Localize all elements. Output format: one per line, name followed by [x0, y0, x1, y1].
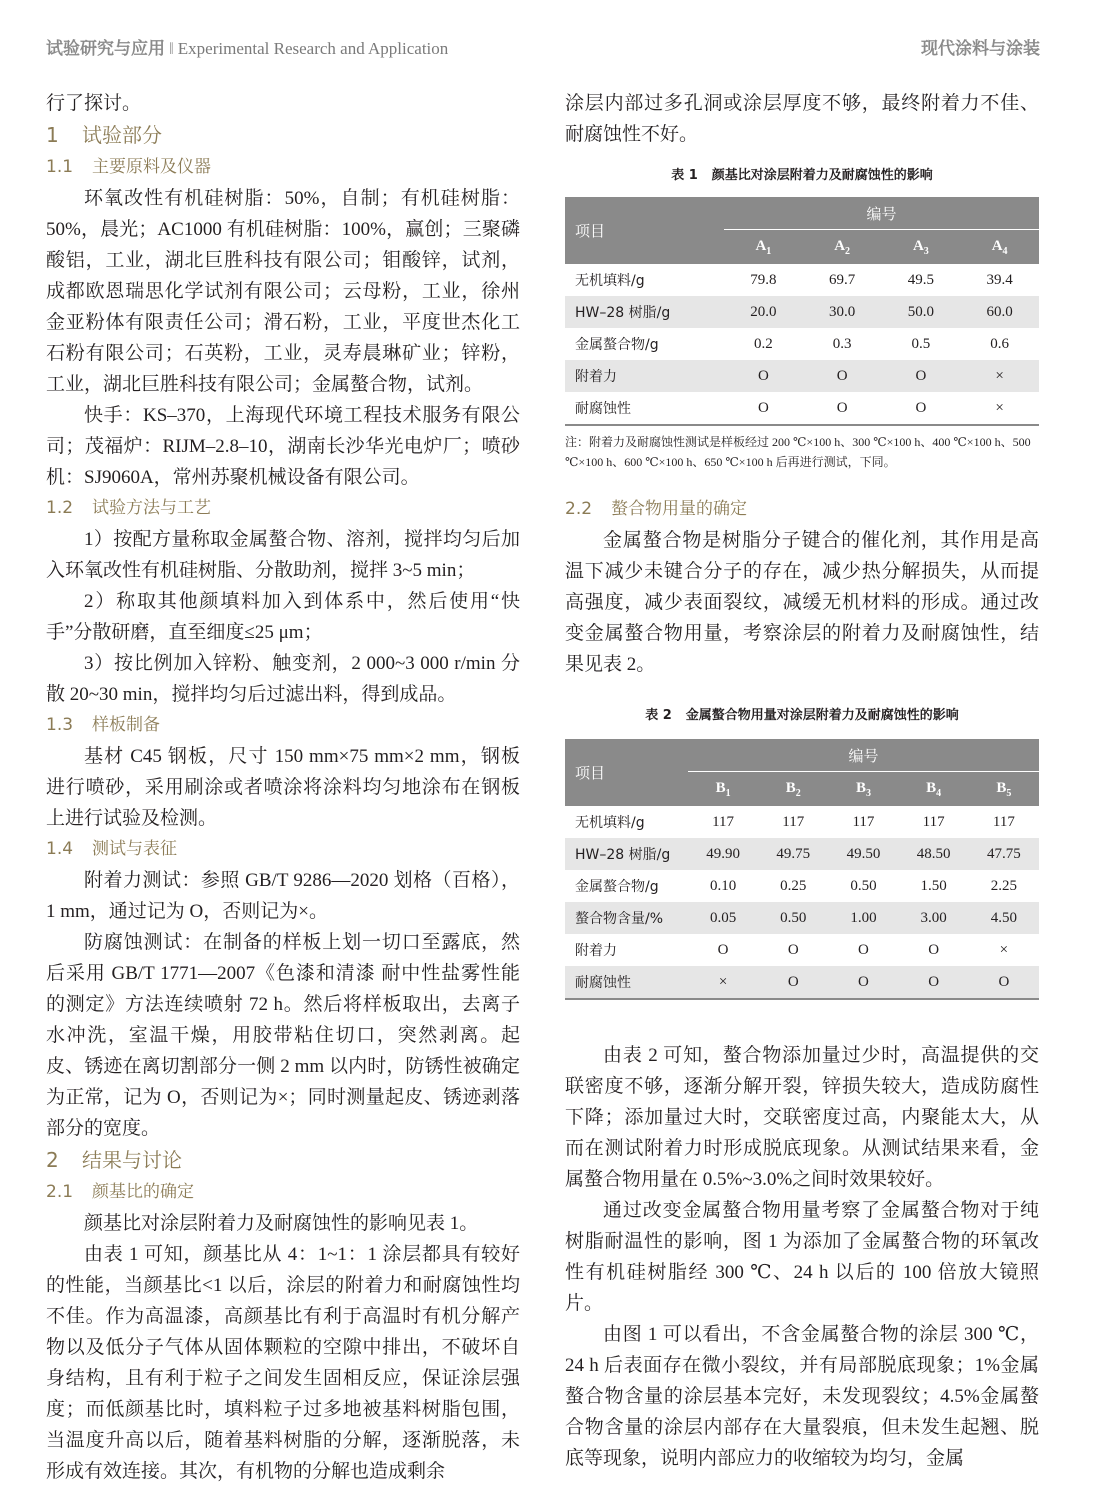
table-cell: 4.50: [969, 902, 1039, 934]
column-header: $B_3$: [828, 772, 898, 807]
row-label: 附着力: [565, 360, 724, 392]
header-journal-name: 现代涂料与涂装: [921, 39, 1040, 59]
table-cell: O: [787, 941, 799, 958]
row-label: HW–28 树脂/g: [565, 296, 724, 328]
section-heading-2-1: 2.1 颜基比的确定: [46, 1182, 194, 1202]
row-label: 金属螯合物/g: [575, 879, 659, 895]
right-column: [565, 88, 1039, 1474]
table-row: [565, 806, 1039, 838]
section-heading-1-4: 1.4 测试与表征: [46, 839, 177, 859]
column-header: $B_5$: [969, 772, 1039, 807]
paragraph-step-1: 1）按配方量称取金属螯合物、溶剂，搅拌均匀后加入环氧改性有机硅树脂、分散助剂，搅拌 3~5 min；: [46, 529, 520, 581]
table-cell: 79.8: [750, 271, 777, 288]
paragraph: 涂层内部过多孔洞或涂层厚度不够，最终附着力不佳、耐腐蚀性不好。: [565, 93, 1039, 145]
table-2-caption: 表 2 金属螯合物用量对涂层附着力及耐腐蚀性的影响: [645, 708, 959, 723]
section-heading-1: 1 试验部分: [46, 123, 162, 147]
header-left: [46, 34, 448, 59]
section-heading-1-2: 1.2 试验方法与工艺: [46, 498, 211, 518]
row-label: 附着力: [575, 943, 617, 959]
section-heading-2: 2 结果与讨论: [46, 1148, 182, 1172]
paragraph: 行了探讨。: [46, 93, 142, 114]
table-cell: 0.05: [688, 902, 758, 934]
table-cell: 49.5: [907, 271, 934, 288]
table-cell: O: [828, 966, 898, 999]
header-section-title: 试验研究与应用: [46, 39, 165, 59]
paragraph: 金属螯合物是树脂分子键合的催化剂，其作用是高温下减少未键合分子的存在，减少热分解损失，从而提高强度，减少表面裂纹，减缓无机材料的形成。通过改变金属螯合物用量，考察涂层的附着力及耐腐蚀性，结果见表 2。: [565, 530, 1039, 675]
table-cell: 117: [922, 813, 945, 830]
table-cell: 0.3: [832, 335, 852, 352]
paragraph: 由表 2 可知，螯合物添加量过少时，高温提供的交联密度不够，逐渐分解开裂，锌损失较大，造成防腐性下降；添加量过大时，交联密度过高，内聚能太大，从而在测试附着力时形成脱底现象。从测试结果来看，金属螯合物用量在 0.5%~3.0%之间时效果较好。: [565, 1045, 1039, 1190]
table-row: [565, 870, 1039, 902]
table-cell: ×: [960, 392, 1039, 425]
table-cell: 1.50: [920, 877, 947, 894]
row-label: 无机填料/g: [575, 815, 645, 831]
column-header: $A_1$: [724, 230, 803, 265]
table-cell: O: [969, 966, 1039, 999]
paragraph: 通过改变金属螯合物用量考察了金属螯合物对于纯树脂耐温性的影响，图 1 为添加了金属螯合物的环氧改性有机硅树脂经 300 ℃、24 h 以后的 100 倍放大镜照片。: [565, 1200, 1039, 1314]
row-label: 金属螯合物/g: [575, 337, 659, 353]
table-cell: ×: [999, 941, 1009, 958]
table-cell: O: [724, 392, 803, 425]
table-cell: O: [882, 360, 961, 392]
column-header: $A_3$: [882, 230, 961, 265]
running-header: [46, 34, 1040, 60]
table-cell: O: [803, 392, 882, 425]
table-2: [565, 739, 1039, 1000]
table-row: [565, 934, 1039, 966]
table-cell: O: [758, 966, 828, 999]
table-cell: 0.5: [911, 335, 931, 352]
table-row: [565, 360, 1039, 392]
paragraph: 颜基比对涂层附着力及耐腐蚀性的影响见表 1。: [84, 1213, 479, 1234]
table-cell: 117: [712, 813, 735, 830]
table-cell: 117: [782, 813, 805, 830]
table-1-note: 注：附着力及耐腐蚀性测试是样板经过 200 ℃×100 h、300 ℃×100 h、400 ℃×100 h、500 ℃×100 h、600 ℃×100 h、650 ℃×100 h 后再进行测试，下同。: [565, 435, 1031, 469]
table-cell: 2.25: [990, 877, 1017, 894]
column-header: $B_4$: [899, 772, 969, 807]
table-row: [565, 392, 1039, 425]
table-cell: O: [899, 966, 969, 999]
table-2-item-header: 项目: [565, 739, 688, 806]
table-cell: 49.75: [758, 838, 828, 870]
paragraph-instruments: 快手：KS–370，上海现代环境工程技术服务有限公司；茂福炉：RIJM–2.8–10，湖南长沙华光电炉厂；喷砂机：SJ9060A，常州苏聚机械设备有限公司。: [46, 405, 520, 488]
column-header: $A_4$: [960, 230, 1039, 265]
column-header: $A_2$: [803, 230, 882, 265]
paragraph: 由表 1 可知，颜基比从 4：1~1：1 涂层都具有较好的性能，当颜基比<1 以后，涂层的附着力和耐腐蚀性均不佳。作为高温漆，高颜基比有利于高温时有机分解产物以及低分子气体从固体颗粒的空隙中排出，不破坏自身结构，且有利于粒子之间发生固相反应，保证涂层强度；而低颜基比时，填料粒子过多地被基料树脂包围，当温度升高以后，随着基料树脂的分解，逐渐脱落，未形成有效连接。其次，有机物的分解也造成剩余: [46, 1244, 520, 1482]
header-section-title-en: Experimental Research and Application: [177, 39, 449, 58]
row-label: HW–28 树脂/g: [565, 838, 688, 870]
row-label: 耐腐蚀性: [565, 392, 724, 425]
table-cell: 0.10: [709, 877, 737, 894]
table-cell: 20.0: [724, 296, 803, 328]
section-heading-1-3: 1.3 样板制备: [46, 715, 160, 735]
table-cell: 3.00: [899, 902, 969, 934]
table-cell: O: [858, 941, 869, 958]
column-header: $B_2$: [758, 772, 828, 807]
table-cell: O: [803, 360, 882, 392]
table-cell: 50.0: [882, 296, 961, 328]
section-heading-2-2: 2.2 螯合物用量的确定: [565, 499, 747, 519]
table-1-group-header: 编号: [724, 197, 1039, 230]
table-cell: 69.7: [829, 271, 856, 288]
row-label: 无机填料/g: [575, 273, 645, 289]
table-cell: 48.50: [899, 838, 969, 870]
row-label: 螯合物含量/%: [565, 902, 688, 934]
table-row: [565, 902, 1039, 934]
paragraph-adhesion-test: 附着力测试：参照 GB/T 9286—2020 划格（百格），1 mm，通过记为 O，否则记为×。: [46, 870, 520, 922]
table-cell: 60.0: [960, 296, 1039, 328]
table-cell: 39.4: [986, 271, 1013, 288]
paragraph-step-3: 3）按比例加入锌粉、触变剂，2 000~3 000 r/min 分散 20~30 min，搅拌均匀后过滤出料，得到成品。: [46, 653, 520, 705]
table-2-group-header: 编号: [688, 739, 1039, 772]
table-cell: 49.50: [828, 838, 898, 870]
table-row: [565, 838, 1039, 870]
table-row: [565, 328, 1039, 360]
table-1-caption: 表 1 颜基比对涂层附着力及耐腐蚀性的影响: [671, 168, 933, 183]
section-heading-1-1: 1.1 主要原料及仪器: [46, 157, 211, 177]
row-label: 耐腐蚀性: [565, 966, 688, 999]
table-1: [565, 197, 1039, 426]
left-column: [46, 88, 520, 1487]
paragraph-sample: 基材 C45 钢板，尺寸 150 mm×75 mm×2 mm，钢板进行喷砂，采用刷涂或者喷涂将涂料均匀地涂布在钢板上进行试验及检测。: [46, 746, 520, 829]
table-cell: 47.75: [969, 838, 1039, 870]
paragraph-materials: 环氧改性有机硅树脂：50%，自制；有机硅树脂：50%，晨光；AC1000 有机硅树脂：100%，赢创；三聚磷酸铝，工业，湖北巨胜科技有限公司；钼酸锌，试剂，成都欧恩瑞思化学试剂有限公司；云母粉，工业，徐州金亚粉体有限责任公司；滑石粉，工业，平度世杰化工石粉有限公司；石英粉，工业，灵寿晨琳矿业；锌粉，工业，湖北巨胜科技有限公司；金属螯合物，试剂。: [46, 188, 520, 395]
table-cell: 30.0: [803, 296, 882, 328]
table-cell: 0.6: [990, 335, 1009, 352]
paragraph-corrosion-test: 防腐蚀测试：在制备的样板上划一切口至露底，然后采用 GB/T 1771—2007《色漆和清漆 耐中性盐雾性能的测定》方法连续喷射 72 h。然后将样板取出，去离子水冲洗，室温干燥，用胶带粘住切口，突然剥离。起皮、锈迹在离切割部分一侧 2 mm 以内时，防锈性被确定为正常，记为 O，否则记为×；同时测量起皮、锈迹剥落部分的宽度。: [46, 932, 520, 1139]
table-cell: 49.90: [688, 838, 758, 870]
paragraph: 由图 1 可以看出，不含金属螯合物的涂层 300 ℃，24 h 后表面存在微小裂纹，并有局部脱底现象；1%金属螯合物含量的涂层基本完好，未发现裂纹；4.5%金属螯合物含量的涂层内部存在大量裂痕，但未发生起翘、脱底等现象，说明内部应力的收缩较为均匀，金属: [565, 1324, 1039, 1469]
table-cell: O: [724, 360, 803, 392]
table-cell: 1.00: [828, 902, 898, 934]
table-cell: 0.25: [780, 877, 807, 894]
table-cell: ×: [688, 966, 758, 999]
table-cell: 0.50: [850, 877, 877, 894]
header-separator: ‖: [169, 39, 174, 58]
table-cell: O: [717, 941, 729, 958]
paragraph-step-2: 2）称取其他颜填料加入到体系中，然后使用“快手”分散研磨，直至细度≤25 μm；: [46, 591, 520, 643]
table-cell: 0.2: [754, 335, 773, 352]
table-row: [565, 296, 1039, 328]
table-1-item-header: 项目: [565, 197, 724, 264]
table-cell: 0.50: [758, 902, 828, 934]
column-header: $B_1$: [688, 772, 758, 807]
table-row: [565, 264, 1039, 296]
table-row: [565, 966, 1039, 999]
table-cell: O: [928, 941, 940, 958]
table-cell: 117: [992, 813, 1015, 830]
table-cell: 117: [852, 813, 875, 830]
table-cell: O: [882, 392, 961, 425]
table-cell: ×: [960, 360, 1039, 392]
